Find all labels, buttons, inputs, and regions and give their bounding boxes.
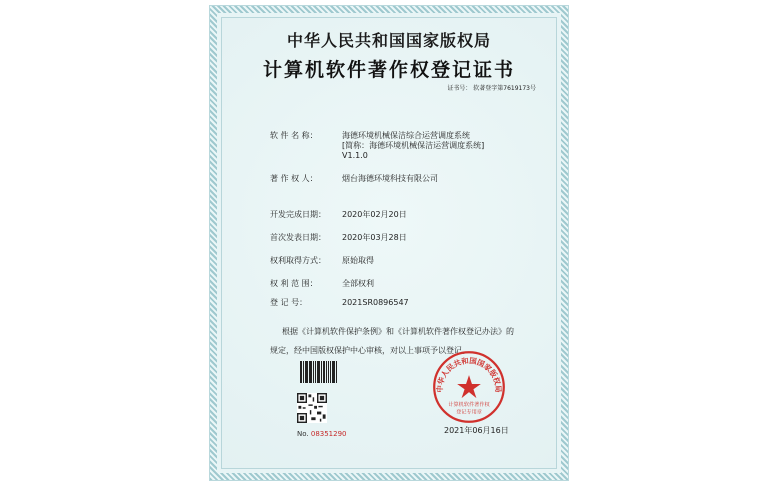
- barcode: [300, 361, 338, 383]
- software-short-name: [简称：海德环境机械保洁运营调度系统]: [342, 141, 485, 150]
- field-value: 烟台海德环境科技有限公司: [342, 174, 438, 183]
- certificate-title: 计算机软件著作权登记证书: [262, 59, 515, 81]
- field-label: 权 利 范 围：: [270, 279, 318, 288]
- seal-inner-text-2: 登记专用章: [456, 409, 482, 416]
- field-value: 原始取得: [342, 256, 374, 265]
- field-label: 权利取得方式：: [270, 256, 326, 265]
- legal-paragraph-line-1: 根据《计算机软件保护条例》和《计算机软件著作权登记办法》的: [282, 327, 514, 336]
- certificate-number: 证书号： 软著登字第7619173号: [447, 85, 536, 92]
- serial-value: 08351290: [310, 430, 347, 438]
- field-publish-date: [270, 233, 407, 243]
- field-registration-no: [270, 298, 409, 308]
- field-value: 2021SR0896547: [342, 298, 409, 307]
- issue-date: 2021年06月16日: [444, 426, 509, 435]
- field-scope: [270, 279, 374, 289]
- star-icon: [457, 375, 481, 398]
- field-value: 2020年02月20日: [342, 210, 407, 219]
- field-owner: [270, 174, 438, 184]
- field-value: 2020年03月28日: [342, 233, 407, 242]
- field-software-name: [270, 131, 485, 160]
- qr-code: [297, 393, 327, 423]
- field-acquisition: [270, 256, 374, 266]
- legal-paragraph-line-2: 规定，经中国版权保护中心审核，对以上事项予以登记。: [270, 346, 470, 355]
- field-value: [342, 131, 484, 161]
- issuer-title: 中华人民共和国国家版权局: [286, 31, 491, 50]
- software-full-name: 海德环境机械保洁综合运营调度系统: [342, 131, 470, 140]
- field-label: 首次发表日期：: [270, 233, 326, 242]
- official-seal: [432, 350, 506, 424]
- field-value: 全部权利: [342, 279, 374, 288]
- certificate-inner: [221, 17, 557, 469]
- serial-number: [297, 430, 347, 438]
- software-version: V1.1.0: [342, 151, 368, 160]
- serial-prefix: No.: [297, 430, 309, 438]
- field-dev-date: [270, 210, 407, 220]
- field-label: 开发完成日期：: [270, 210, 326, 219]
- field-label: 登 记 号：: [270, 298, 308, 307]
- certificate: [210, 6, 568, 480]
- seal-outer-text: 中华人民共和国国家版权局: [435, 356, 503, 393]
- field-label: 著 作 权 人：: [270, 174, 318, 183]
- seal-inner-text-1: 计算机软件著作权: [448, 402, 490, 409]
- field-label: 软 件 名 称：: [270, 131, 318, 140]
